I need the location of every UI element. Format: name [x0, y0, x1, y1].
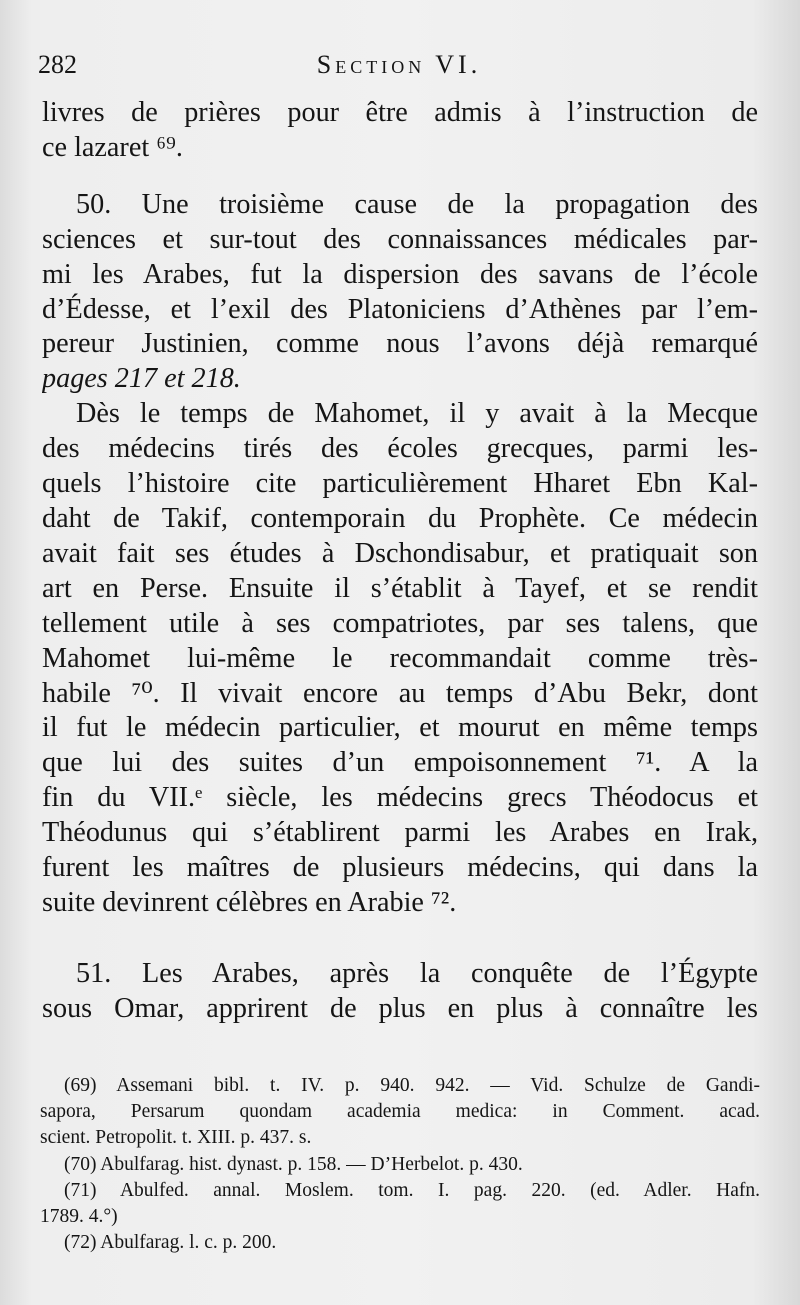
text-line: 51. Les Arabes, après la conquête de l’Égypte	[76, 957, 758, 989]
footnote-line: (71) Abulfed. annal. Moslem. tom. I. pag. 220. (ed. Adler. Hafn.	[64, 1179, 760, 1201]
text-line: quels l’histoire cite particulièrement Hharet Ebn Kal-	[42, 468, 758, 500]
section-title: Section VI.	[316, 50, 482, 79]
page-number: 282	[38, 50, 77, 79]
footnote-line: sapora, Persarum quondam academia medica: in Comment. acad.	[40, 1101, 760, 1123]
text-line: pages 217 et 218.	[42, 363, 241, 395]
text-line: que lui des suites d’un empoisonnement ⁷¹. A la	[42, 747, 758, 779]
text-line: pereur Justinien, comme nous l’avons déjà remarqué	[42, 328, 758, 360]
running-header	[38, 50, 760, 90]
text-line: suite devinrent célèbres en Arabie ⁷².	[42, 886, 457, 918]
paragraph-gap	[42, 166, 758, 188]
text-line: mi les Arabes, fut la dispersion des savans de l’école	[42, 258, 758, 290]
text-line: 50. Une troisième cause de la propagation des	[76, 188, 758, 220]
text-line: sciences et sur-tout des connaissances médicales par-	[42, 223, 758, 255]
text-line: ce lazaret ⁶⁹.	[42, 131, 183, 163]
text-line: habile ⁷⁰. Il vivait encore au temps d’Abu Bekr, dont	[42, 677, 758, 709]
text-line: Mahomet lui-même le recommandait comme très-	[42, 642, 758, 674]
footnote-line: 1789. 4.°)	[40, 1206, 118, 1228]
footnote-line: (69) Assemani bibl. t. IV. p. 940. 942. — Vid. Schulze de Gandi-	[64, 1075, 760, 1096]
text-line: livres de prières pour être admis à l’instruction de	[42, 97, 758, 128]
text-line: sous Omar, apprirent de plus en plus à connaître les	[42, 992, 758, 1024]
body-text	[42, 96, 758, 1027]
paragraph-gap	[42, 921, 758, 957]
text-line: Théodunus qui s’établirent parmi les Arabes en Irak,	[42, 817, 758, 849]
text-line: furent les maîtres de plusieurs médecins, qui dans la	[42, 852, 758, 884]
text-line: tellement utile à ses compatriotes, par ses talens, que	[42, 607, 758, 639]
text-line: des médecins tirés des écoles grecques, parmi les-	[42, 433, 758, 465]
text-line: il fut le médecin particulier, et mourut en même temps	[42, 712, 758, 744]
text-line: fin du VII.ᵉ siècle, les médecins grecs Théodocus et	[42, 782, 758, 814]
footnote-line: (70) Abulfarag. hist. dynast. p. 158. — D’Herbelot. p. 430.	[64, 1153, 523, 1175]
text-line: d’Édesse, et l’exil des Platoniciens d’Athènes par l’em-	[42, 293, 758, 325]
text-line: art en Perse. Ensuite il s’établit à Tayef, et se rendit	[42, 572, 758, 604]
footnote-line: scient. Petropolit. t. XIII. p. 437. s.	[40, 1127, 312, 1149]
footnotes	[40, 1073, 760, 1256]
text-line: Dès le temps de Mahomet, il y avait à la Mecque	[76, 398, 758, 430]
footnote-line: (72) Abulfarag. l. c. p. 200.	[64, 1232, 277, 1254]
text-line: avait fait ses études à Dschondisabur, et pratiquait son	[42, 537, 758, 569]
text-line: daht de Takif, contemporain du Prophète. Ce médecin	[42, 502, 758, 534]
